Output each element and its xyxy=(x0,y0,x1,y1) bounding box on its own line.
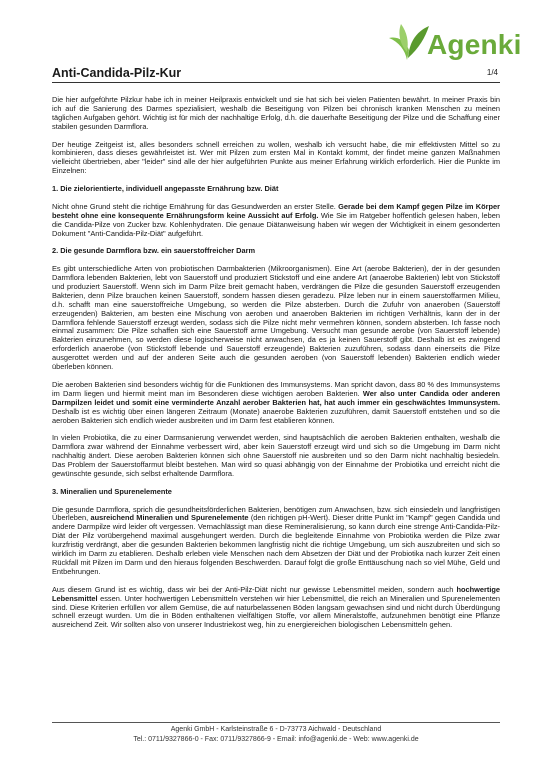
intro-paragraph-2: Der heutige Zeitgeist ist, alles besonders schnell erreichen zu wollen, weshalb ich versucht habe, die mir effektivsten Mittel so zu kombinieren, dass dieses gewährleistet ist. Wer mit Pilzen zum ersten Mal in Kontakt kommt, der findet meine ganzen Maßnahmen vielleicht übertrieben, aber "leider" sind alle der hier aufgeführten Punkte aus meiner Erfahrung wirklich erforderlich. Hier die Punkte im Einzelnen: xyxy=(52,139,500,176)
footer-contact: Tel.: 0711/9327866-0 - Fax: 0711/9327866-9 - Email: info@agenki.de - Web: www.agenki.de xyxy=(133,736,419,743)
logo-wordmark: Agenki xyxy=(427,29,522,60)
section-2-paragraph-1: Es gibt unterschiedliche Arten von probiotischen Darmbakterien (Mikroorganismen). Eine Art (aerobe Bakterien), der in der gesunden Darmflora lebenden Bakterien, lebt von Sauerstoff und produziert Stickstoff und eine andere Art (anaerobe Bakterien) lebt von Stickstoff und produziert Sauerstoff. Wenn sich im Darm Pilze breit gemacht haben, verdrängen die Pilze die gesunden Sauerstoff erzeugenden Bakterien, denn Pilze brauchen keinen Sauerstoff, sondern hassen diesen geradezu. Pilze leben nur in einem sauerstoffarmen Milieu, d.h. schafft man eine sauerstoffreiche Umgebung, so werden die Pilze absterben. Durch die Zufuhr von anaeroben (Sauerstoff erzeugenden) Bakterien, am besten eine Mischung von aeroben und anaeroben Bakterien im richtigen Verhältnis, kann der in der Darmflora fehlende Sauerstoff erzeugt werden, sodass sich die Pilze nicht mehr vermehren können, sondern absterben. Ich fasse noch einmal zusammen: Die Pilze schaffen sich eine Sauerstoff arme Umgebung. Versucht man gesunde aerobe (von Sauerstoff lebende) Bakterien einzunehmen, so werden diese logischerweise nicht anwachsen, da es ja keinen Sauerstoff gibt. Deshalb ist es zwingend erforderlich anaerobe (von Stickstoff lebende und Sauerstoff erzeugende) Bakterien zuzuführen, sodass dann einerseits die Pilze ausgerottet werden und auf der anderen Seite auch die gesunden aeroben (von Sauerstoff lebenden) Bakterien endlich wieder überleben können. xyxy=(52,264,500,372)
footer-divider xyxy=(52,722,500,723)
footer-address: Agenki GmbH - Karlsteinstraße 6 - D-73773 Aichwald - Deutschland xyxy=(170,726,382,733)
section-1-heading: 1. Die zielorientierte, individuell angepasste Ernährung bzw. Diät xyxy=(52,184,279,194)
page-number: 1/4 xyxy=(486,68,498,77)
section-1-paragraph: Nicht ohne Grund steht die richtige Ernährung für das Gesundwerden an erster Stelle. Gerade bei dem Kampf gegen Pilze im Körper besteht ohne eine konsequente Ernährungsform keine Aussicht auf Erfolg. Wie Sie im Ratgeber hoffentlich gelesen haben, leben die Candida-Pilze von Zucker bzw. Kohlenhydraten. Die genaue Diätanweisung haben wir wegen der Wichtigkeit in einem gesonderten Dokument "Anti-Candida-Pilz-Diät" aufgeführt. xyxy=(52,201,500,238)
leaf-sprout-icon xyxy=(385,22,431,62)
document-body xyxy=(52,96,500,639)
section-3-paragraph-2: Aus diesem Grund ist es wichtig, dass wir bei der Anti-Pilz-Diät nicht nur gewisse Lebensmittel meiden, sondern auch hochwertige Lebensmittel essen. Unter hochwertigen Lebensmitteln verstehen wir hier Lebensmittel, die reich an Mineralien und Spurenelementen sind. Diese Kriterien erfüllen vor allem Gemüse, die auf naturbelassenen Böden langsam gewachsen sind und nicht durch Überdüngung schnell erzeugt wurden. Um die in Böden enthaltenen vielfältigen Stoffe, vor allem Mineralstoffe, aufzunehmen benötigt eine Pflanze ausreichend Zeit. Wir sollten also von unserer Industriekost weg, hin zu energiereichen biologischen Lebensmitteln gehen. xyxy=(52,584,500,630)
header-divider xyxy=(52,82,500,83)
section-2-paragraph-2: Die aeroben Bakterien sind besonders wichtig für die Funktionen des Immunsystems. Man spricht davon, dass 80 % des Immunsystems im Darm liegen und hiermit meint man im Besonderen diese wichtigen aeroben Bakterien. Wer also unter Candida oder anderen Darmpilzen leidet und somit eine verminderte Anzahl aerober Bakterien hat, hat auch immer ein geschwächtes Immunsystem. Deshalb ist es wichtig über einen längeren Zeitraum (Monate) anaerobe Bakterien zuzuführen, damit Sauerstoff entstehen und so die aeroben Bakterien sich endlich wieder ausbreiten und im Darm fest etablieren können. xyxy=(52,379,501,425)
section-2-heading: 2. Die gesunde Darmflora bzw. ein sauerstoffreicher Darm xyxy=(52,246,256,256)
section-2-paragraph-3: In vielen Probiotika, die zu einer Darmsanierung verwendet werden, sind hauptsächlich die aeroben Bakterien enthalten, weshalb die Darmflora zwar während der Einnahme verbessert wird, aber kein Sauerstoff erzeugt wird und sich so die Umgebung im Darm nicht nachhaltig ändert. Diese aeroben Bakterien können sich ohne Sauerstoff nie ausbreiten und so den Darm nicht nachhaltig besiedeln. Das Problem der Sauerstoffarmut bleibt bestehen. Man wird so quasi abhängig von der Einnahme der Probiotika und erreicht nicht die gewünschte gesunde, sich selbst erhaltende Darmflora. xyxy=(52,433,500,478)
company-logo xyxy=(385,22,525,66)
intro-paragraph-1: Die hier aufgeführte Pilzkur habe ich in meiner Heilpraxis entwickelt und sie hat sich bei vielen Patienten bewährt. In meiner Praxis bin ich auf die Sanierung des Darmes spezialisiert, weshalb die Beseitigung von Pilzen bei chronisch kranken Menschen zu meinen täglichen Aufgaben gehört. Wichtig ist für mich der nachhaltige Erfolg, d.h. die dauerhafte Beseitigung der Pilze und die Schaffung einer stabilen gesunden Darmflora. xyxy=(52,95,500,131)
document-title: Anti-Candida-Pilz-Kur xyxy=(52,66,182,80)
section-3-paragraph-1: Die gesunde Darmflora, sprich die gesundheitsförderlichen Bakterien, benötigen zum Anwachsen, bzw. sich einsiedeln und langfristigen Überleben, ausreichend Mineralien und Spurenelemente (den richtigen pH-Wert). Dieser dritte Punkt im "Kampf" gegen Candida und andere Darmpilze wird leider oft vergessen. Vernachlässigt man diese Remineralisierung, so kann durch eine strenge Anti-Candida-Pilz-Diät der Pilz vorübergehend maximal ausgehungert werden. Durch die begleitende Einnahme von Probiotika werden die Pilze zwar kurzfristig verdrängt, aber die gesunden Bakterien bekommen langfristig nicht die richtige Umgebung, um sich auszubreiten und sich so wirklich im Darm zu etablieren. Deshalb erleben viele Menschen nach dem Absetzen der Diät und der Probiotika nach kurzer Zeit einen Rückfall mit Pilzen im Darm und den hieraus folgenden Beschwerden. Darauf folgt die große Enttäuschung nach so viel Mühe, Geld und Entbehrungen. xyxy=(52,504,501,576)
section-3-heading: 3. Mineralien und Spurenelemente xyxy=(52,486,172,496)
